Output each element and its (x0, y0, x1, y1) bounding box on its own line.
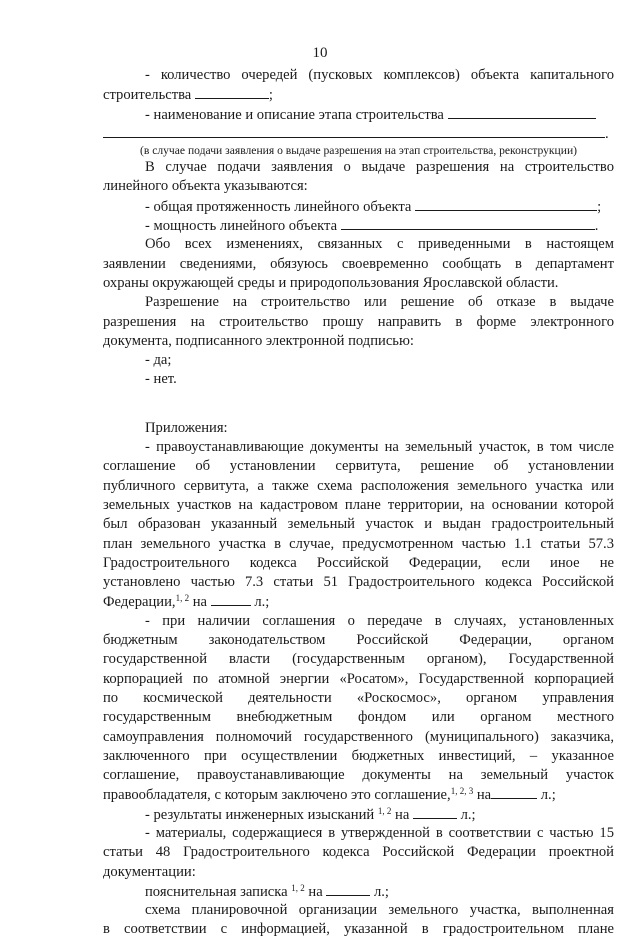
line-stage-cont (103, 124, 614, 143)
punct: . (605, 125, 609, 142)
att-b9: соглашение, правоустанавливающие документы на земельный участок (103, 767, 614, 784)
att-b3: государственной власти (государственным органом), Государственной (103, 651, 614, 668)
punct: . (594, 218, 599, 235)
att-a7: Градостроительного кодекса Российской Федерации, если иное не (103, 554, 614, 571)
line-linear-1: В случае подачи заявления о выдаче разрешения на строительство (145, 159, 614, 176)
att-a3: публичного сервитута, а также схема расположения земельного участка или (103, 477, 614, 494)
blank-field[interactable] (195, 85, 269, 99)
blank-field[interactable] (341, 216, 595, 230)
blank-field[interactable] (211, 592, 251, 606)
line-permit-1: Разрешение на строительство или решение об отказе в выдаче (145, 294, 614, 311)
text-on: на (391, 806, 413, 823)
att-b8: заключенного при осуществлении бюджетных инвестиций, – указанное (103, 747, 614, 764)
line-changes-1: Обо всех изменениях, связанных с приведенными в настоящем (145, 236, 614, 253)
punct: ; (268, 87, 273, 104)
att-c1 (103, 805, 614, 824)
att-a9 (103, 592, 614, 611)
stage-note: (в случае подачи заявления о выдаче разрешения на этап строительства, реконструкции) (139, 144, 578, 158)
text-explanatory-note: пояснительная записка (145, 883, 288, 900)
text-on: на (473, 787, 492, 804)
footnote-ref: 1, 2 (175, 593, 190, 604)
text-rightholder: правообладателя, с которым заключено это соглашение, (103, 787, 451, 804)
footnote-ref: 1, 2 (377, 805, 392, 816)
line-permit-3: документа, подписанного электронной подписью: (103, 332, 414, 349)
att-b2: бюджетным законодательством Российской Федерации, органом (103, 632, 614, 649)
line-queues-cont (103, 85, 614, 104)
text-construction: строительства (103, 87, 192, 104)
text-stage: - наименование и описание этапа строительства (145, 106, 444, 123)
att-a6: план земельного участка в случае, предусмотренном частью 1.1 статьи 57.3 (103, 535, 614, 552)
att-b1: - при наличии соглашения о передаче в случаях, установленных (145, 612, 614, 629)
text-sheets: л.; (250, 594, 270, 611)
att-e1 (103, 882, 614, 901)
line-changes-3: охраны окружающей среды и природопользования Ярославской области. (103, 274, 559, 291)
blank-field[interactable] (415, 197, 597, 211)
att-d2: статьи 48 Градостроительного кодекса Российской Федерации проектной (103, 844, 614, 861)
att-a1: - правоустанавливающие документы на земельный участок, в том числе (145, 439, 614, 456)
att-b5: по космической деятельности «Роскосмос», органом управления (103, 689, 614, 706)
att-b10 (103, 785, 614, 804)
line-permit-2: разрешения на строительство прошу направить в форме электронного (103, 313, 614, 330)
blank-field[interactable] (491, 785, 537, 799)
text-surveys: - результаты инженерных изысканий (145, 806, 375, 823)
text-sheets: л.; (456, 806, 476, 823)
att-d1: - материалы, содержащиеся в утвержденной в соответствии с частью 15 (145, 824, 614, 841)
page-number: 10 (312, 45, 328, 61)
att-a8: установлено частью 7.3 статьи 51 Градостроительного кодекса Российской (103, 574, 614, 591)
text-federation: Федерации, (103, 594, 176, 611)
attachments-heading: Приложения: (145, 419, 228, 436)
att-d3: документации: (103, 863, 196, 880)
att-a4: земельных участков на кадастровом плане территории, на основании которой (103, 496, 614, 513)
blank-field[interactable] (326, 882, 370, 896)
text-on: на (189, 594, 211, 611)
text-sheets: л.; (370, 883, 389, 900)
text-sheets: л.; (537, 787, 556, 804)
blank-field[interactable] (103, 124, 605, 138)
line-power (103, 216, 614, 235)
att-f1: схема планировочной организации земельного участка, выполненная (145, 902, 614, 919)
line-length (103, 197, 614, 216)
att-a2: соглашение об установлении сервитута, решение об установлении (103, 458, 614, 475)
att-b4: корпорацией по атомной энергии «Росатом», Государственной корпорацией (103, 670, 614, 687)
text-length: - общая протяженность линейного объекта (145, 198, 412, 215)
footnote-ref: 1, 2, 3 (450, 786, 474, 797)
line-changes-2: заявлении сведениями, обязуюсь своевременно сообщать в департамент (103, 255, 614, 272)
text-on: на (304, 883, 327, 900)
footnote-ref: 1, 2 (291, 882, 305, 893)
line-stage (103, 105, 614, 124)
document-body (103, 66, 614, 940)
att-b7: самоуправления полномочий государственного (муниципального) заказчика, (103, 728, 614, 745)
att-b6: государственным внебюджетным фондом или органом местного (103, 709, 614, 726)
att-f2: в соответствии с информацией, указанной в градостроительном плане (103, 921, 614, 938)
line-linear-2: линейного объекта указываются: (103, 178, 308, 195)
option-no: - нет. (145, 371, 177, 388)
blank-field[interactable] (413, 805, 457, 819)
line-queues: - количество очередей (пусковых комплексов) объекта капитального (145, 67, 614, 83)
punct: ; (597, 198, 602, 215)
att-a5: был образован указанный земельный участок и выдан градостроительный (103, 516, 614, 533)
option-yes: - да; (145, 352, 172, 369)
blank-field[interactable] (448, 105, 596, 119)
text-power: - мощность линейного объекта (145, 218, 338, 235)
